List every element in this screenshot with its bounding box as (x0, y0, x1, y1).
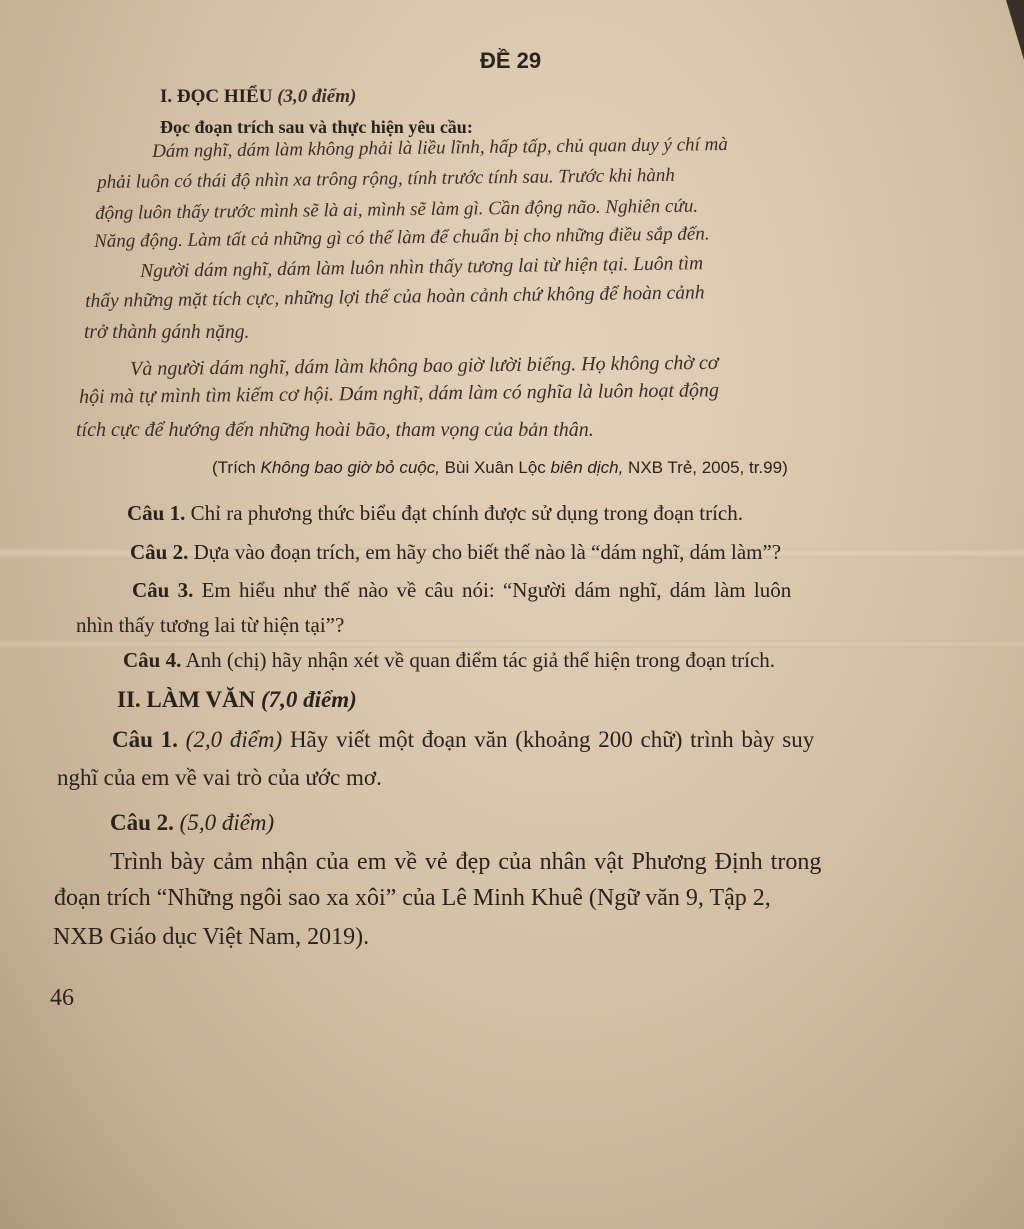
question-label: Câu 2. (130, 540, 189, 564)
source-text: NXB Trẻ, 2005, tr.99) (623, 458, 788, 477)
passage-line: Và người dám nghĩ, dám làm không bao giờ lười biếng. Họ không chờ cơ (130, 351, 719, 380)
question-text: đoạn trích “Những ngôi sao xa xôi” của Lê Minh Khuê (Ngữ văn 9, Tập 2, (54, 885, 771, 911)
source-text: Bùi Xuân Lộc (439, 458, 551, 477)
question-label: Câu 4. (123, 648, 182, 672)
source-role: biên dịch, (550, 458, 624, 477)
question-text: Chỉ ra phương thức biểu đạt chính được sử dụng trong đoạn trích. (185, 501, 743, 525)
section-heading-reading (160, 86, 356, 108)
question-points: (5,0 điểm) (179, 810, 275, 835)
passage-line: tích cực để hướng đến những hoài bão, tham vọng của bản thân. (76, 419, 594, 441)
writing-question-1 (112, 727, 814, 753)
passage-line: thấy những mặt tích cực, những lợi thế của hoàn cảnh chứ không để hoàn cảnh (85, 282, 705, 312)
passage-source (212, 458, 788, 478)
question-text: Anh (chị) hãy nhận xét về quan điểm tác giả thể hiện trong đoạn trích. (181, 648, 776, 672)
writing-question-2 (110, 810, 274, 836)
section-heading-text: II. LÀM VĂN (117, 687, 256, 712)
section-heading-writing (117, 687, 357, 713)
passage-line: trở thành gánh nặng. (84, 322, 250, 343)
passage-line: hội mà tự mình tìm kiếm cơ hội. Dám nghĩ, dám làm có nghĩa là luôn hoạt động (79, 379, 720, 408)
reading-instruction: Đọc đoạn trích sau và thực hiện yêu cầu: (160, 117, 473, 137)
question-text: Trình bày cảm nhận của em về vẻ đẹp của nhân vật Phương Định trong (110, 849, 822, 875)
passage-line: Năng động. Làm tất cả những gì có thể làm để chuẩn bị cho những điều sắp đến. (94, 223, 710, 252)
exam-title: ĐỀ 29 (480, 48, 542, 73)
paper-fold (0, 640, 1024, 648)
question-label: Câu 3. (132, 578, 194, 602)
source-book-title: Không bao giờ bỏ cuộc, (260, 458, 440, 477)
passage-line: động luôn thấy trước mình sẽ là ai, mình sẽ làm gì. Cần động não. Nghiên cứu. (95, 195, 699, 224)
source-text: (Trích (212, 458, 261, 477)
question-label: Câu 1. (127, 501, 186, 525)
page-number: 46 (50, 985, 74, 1011)
question-text: Dựa vào đoạn trích, em hãy cho biết thế nào là “dám nghĩ, dám làm”? (188, 540, 782, 564)
question-text: Em hiểu như thế nào về câu nói: “Người dám nghĩ, dám làm luôn (193, 578, 792, 602)
passage-line: Dám nghĩ, dám làm không phải là liều lĩnh, hấp tấp, chủ quan duy ý chí mà (152, 133, 728, 162)
question-text: NXB Giáo dục Việt Nam, 2019). (53, 924, 370, 950)
question-points: (2,0 điểm) (185, 727, 283, 752)
section-heading-text: I. ĐỌC HIỂU (160, 86, 273, 107)
question-text-continued: nghĩ của em về vai trò của ước mơ. (57, 765, 382, 790)
question-item (123, 648, 775, 673)
question-label: Câu 1. (112, 727, 178, 752)
question-item (130, 540, 781, 565)
background-corner (1006, 0, 1024, 60)
passage-line: Người dám nghĩ, dám làm luôn nhìn thấy tương lai từ hiện tại. Luôn tìm (140, 253, 704, 282)
question-text-continued: nhìn thấy tương lai từ hiện tại”? (76, 613, 345, 637)
question-text: Hãy viết một đoạn văn (khoảng 200 chữ) trình bày suy (282, 727, 815, 752)
passage-line: phải luôn có thái độ nhìn xa trông rộng, tính trước tính sau. Trước khi hành (97, 164, 675, 193)
section-points: (7,0 điểm) (260, 687, 357, 712)
question-item (127, 501, 743, 526)
question-item (132, 578, 791, 603)
question-label: Câu 2. (110, 810, 174, 835)
section-points: (3,0 điểm) (277, 86, 357, 107)
